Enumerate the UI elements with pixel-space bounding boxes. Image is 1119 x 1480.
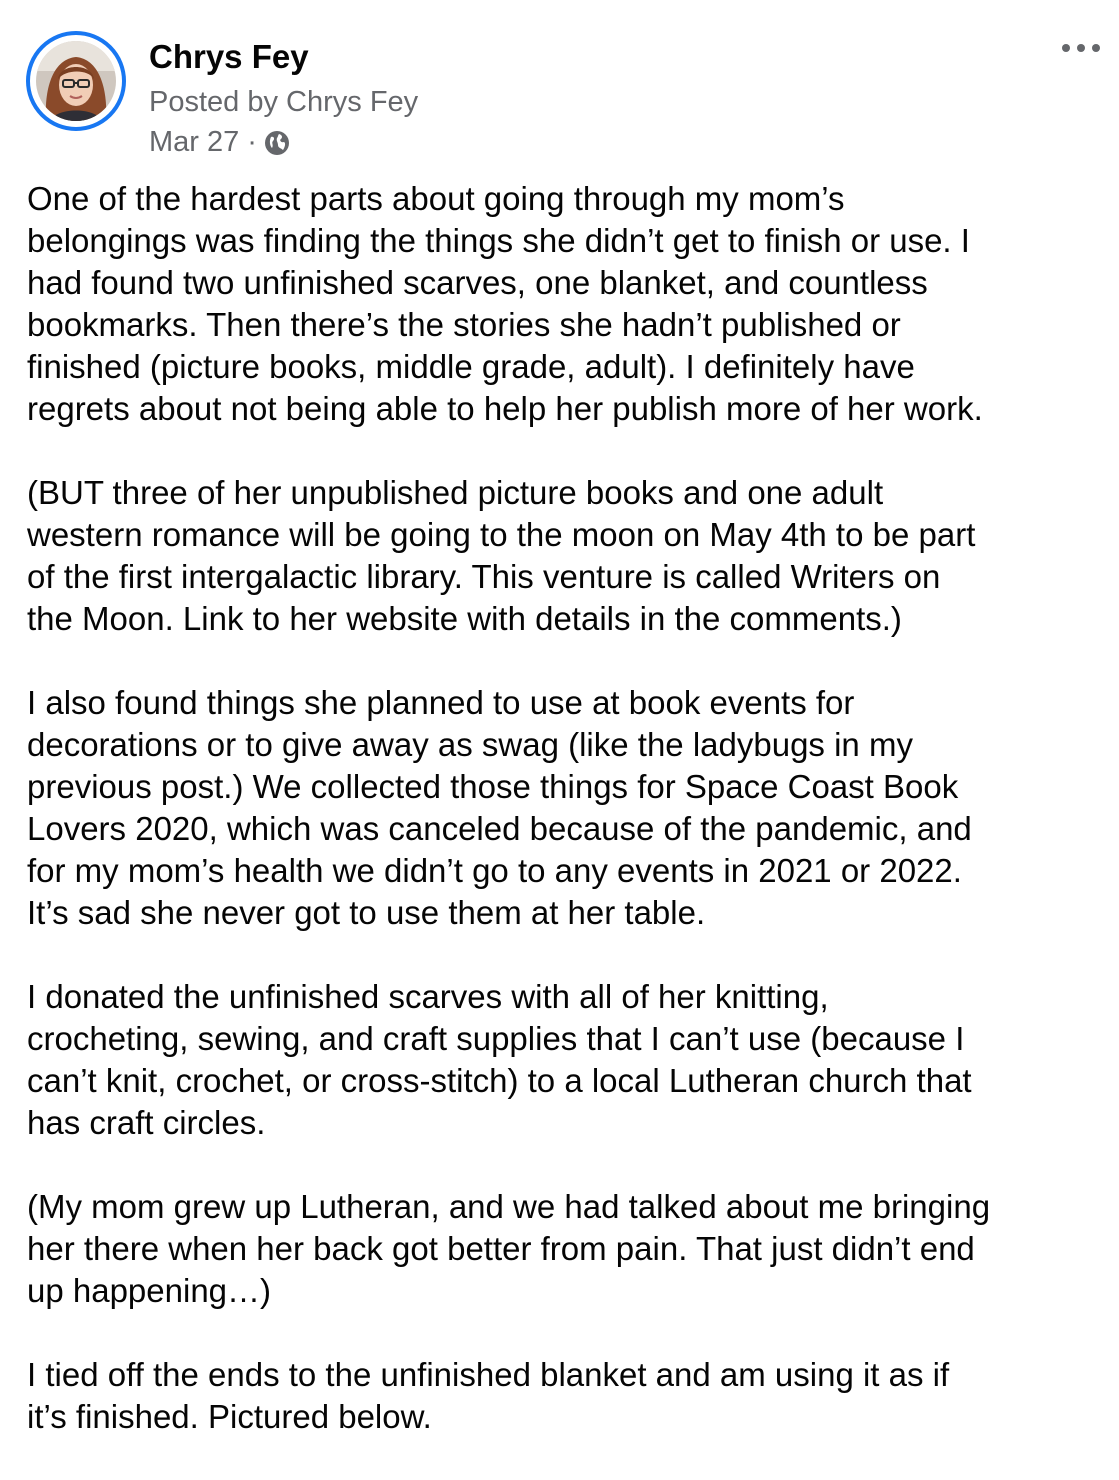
- post-paragraph: I tied off the ends to the unfinished blanket and am using it as if it’s finished. Pictured below.: [27, 1356, 950, 1435]
- post-text: [27, 178, 1107, 1480]
- more-options-icon: [1062, 44, 1070, 52]
- post-paragraph: One of the hardest parts about going through my mom’s belongings was finding the things she didn’t get to finish or use. I had found two unfinished scarves, one blanket, and countless bookmarks. Then there’s the stories she hadn’t published or finished (picture books, middle grade, adult). I definitely have regrets about not being able to help her publish more of her work.: [27, 180, 983, 427]
- post-meta: [149, 126, 291, 159]
- more-options-icon: [1092, 44, 1100, 52]
- author-name[interactable]: Chrys Fey: [149, 38, 309, 75]
- post-paragraph: I donated the unfinished scarves with all of her knitting, crocheting, sewing, and craft supplies that I can’t use (because I can’t knit, crochet, or cross-stitch) to a local Lutheran church that has craft circles.: [27, 978, 972, 1141]
- meta-separator: ·: [247, 126, 257, 158]
- avatar-photo: [36, 41, 116, 121]
- post-paragraph: (My mom grew up Lutheran, and we had talked about me bringing her there when her back got better from pain. That just didn’t end up happening…): [27, 1188, 991, 1309]
- more-options-icon: [1077, 44, 1085, 52]
- post-paragraph: I also found things she planned to use at book events for decorations or to give away as swag (like the ladybugs in my previous post.) We collected those things for Space Coast Book Lovers 2020, which was canceled because of the pandemic, and for my mom’s health we didn’t go to any events in 2021 or 2022. It’s sad she never got to use them at her table.: [27, 684, 972, 931]
- globe-icon[interactable]: [263, 129, 291, 157]
- posted-by-label: Posted by Chrys Fey: [149, 86, 419, 118]
- post-header: [0, 0, 1119, 170]
- profile-avatar[interactable]: [26, 31, 126, 131]
- post-date[interactable]: Mar 27: [149, 126, 240, 158]
- post-paragraph: (BUT three of her unpublished picture books and one adult western romance will be going to the moon on May 4th to be part of the first intergalactic library. This venture is called Writers on the Moon. Link to her website with details in the comments.): [27, 474, 976, 637]
- more-options-button[interactable]: [1062, 38, 1100, 58]
